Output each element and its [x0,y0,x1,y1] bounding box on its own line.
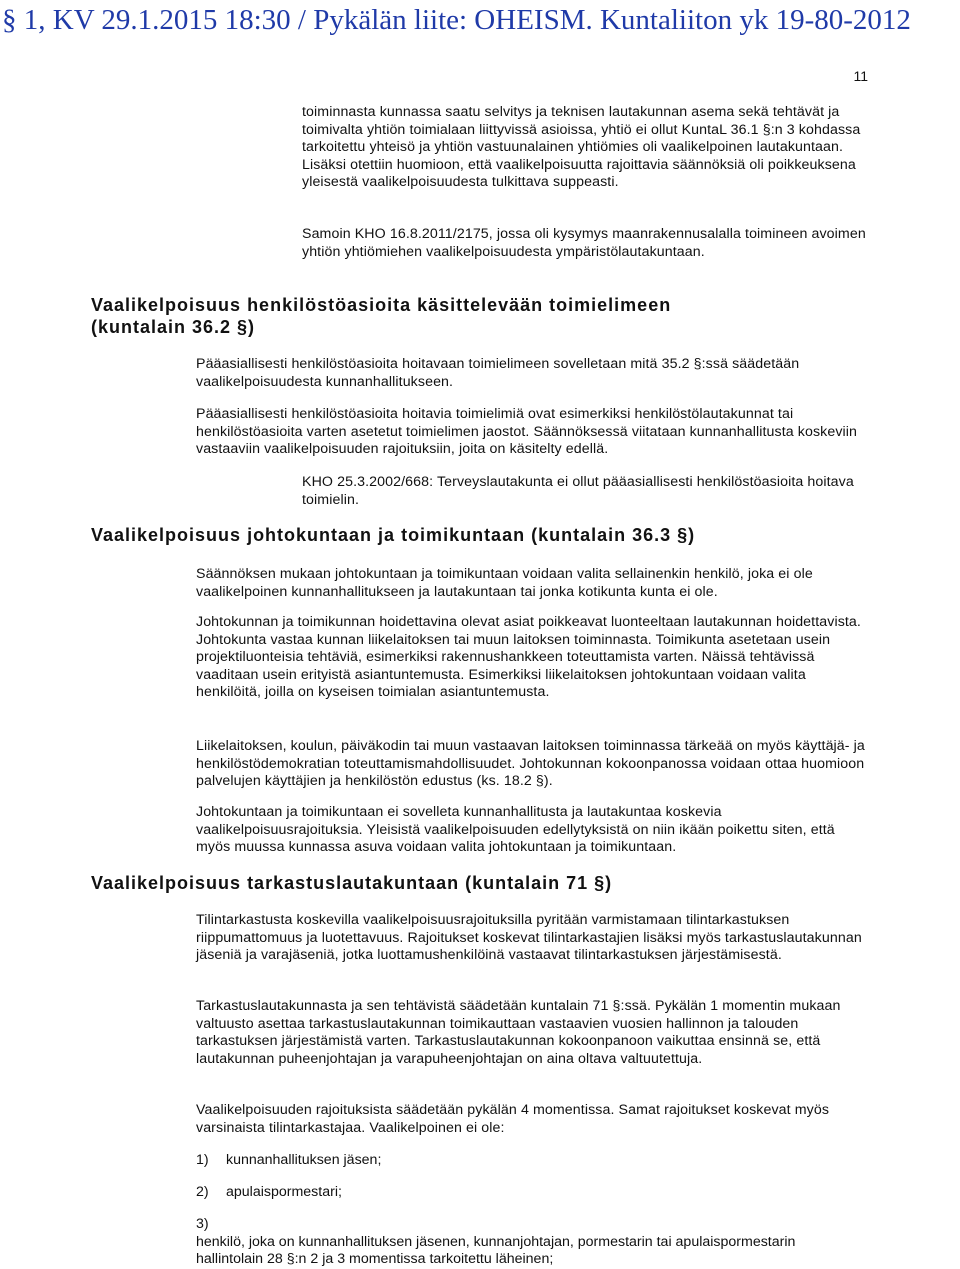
list-item-number: 3) [196,1216,209,1232]
paragraph: Samoin KHO 16.8.2011/2175, jossa oli kysymys maanrakennusalalla toimineen avoimen yhtiön yhtiömiehen vaalikelpoisuudesta ympäristölautakuntaan. [302,226,866,260]
paragraph: Tilintarkastusta koskevilla vaalikelpoisuusrajoituksilla pyritään varmistamaan tilintarkastuksen riippumattomuus ja luotettavuus. Rajoitukset koskevat tilintarkastajien lisäksi myös tarkastuslautakunnan jäseniä ja varajäseniä, jotka luottamushenkilöinä vastaavat tilintarkastuksen järjestämisestä. [196,912,862,964]
section-heading: Vaalikelpoisuus johtokuntaan ja toimikuntaan (kuntalain 36.3 §) [91,525,696,545]
paragraph: Liikelaitoksen, koulun, päiväkodin tai muun vastaavan laitoksen toiminnassa tärkeää on myös käyttäjä- ja henkilöstödemokratian toteuttamismahdollisuudet. Johtokunnan kokoonpanossa voidaan ottaa huomioon palvelujen käyttäjien ja henkilöstön edustus (ks. 18.2 §). [196,738,865,790]
paragraph: Säännöksen mukaan johtokuntaan ja toimikuntaan voidaan valita sellainenkin henkilö, joka ei ole vaalikelpoinen kunnanhallitukseen ja lautakuntaan tai jonka kotikunta kunta ei ole. [196,566,813,600]
paragraph: Johtokuntaan ja toimikuntaan ei sovelleta kunnanhallitusta ja lautakuntaa koskevia vaalikelpoisuusrajoituksia. Yleisistä vaalikelpoisuuden edellytyksistä on niin ikään poikettu siten, että myös muussa kunnassa asuva voidaan valita johtokuntaan ja toimikuntaan. [196,804,835,856]
list-item [196,1184,342,1202]
paragraph: toiminnasta kunnassa saatu selvitys ja teknisen lautakunnan asema sekä tehtävät ja toimivalta yhtiön toimialaan liittyvissä asioissa, yhtiö ei ollut KuntaL 36.1 §:n 3 kohdassa tarkoitettu yhteisö ja yhtiön vastuunalainen yhtiömies oli vaalikelpoinen lautakuntaan. Lisäksi otettiin huomioon, että vaalikelpoisuutta rajoittavia säännöksiä oli poikkeuksena yleisestä vaalikelpoisuudesta tulkittava suppeasti. [302,104,861,191]
list-item-text: kunnanhallituksen jäsen; [226,1152,382,1168]
paragraph: Vaalikelpoisuuden rajoituksista säädetään pykälän 4 momentissa. Samat rajoitukset koskevat myös varsinaista tilintarkastajaa. Vaalikelpoinen ei ole: [196,1102,830,1136]
list-item [196,1152,381,1170]
paragraph: Johtokunnan ja toimikunnan hoidettavina olevat asiat poikkeavat luonteeltaan lautakunnan hoidettavista. Johtokunta vastaa kunnan liikelaitoksen tai muun laitoksen toiminnasta. Toimikunta asetetaan usein projektiluonteisia tehtäviä, esimerkiksi rakennushankkeen toteuttamista varten. Näissä tehtävissä vaaditaan usein erityistä asiantuntemusta. Esimerkiksi liikelaitoksen johtokuntaan voidaan valita henkilöitä, joilla on kyseisen toimialan asiantuntemusta. [196,614,861,701]
paragraph: Tarkastuslautakunnasta ja sen tehtävistä säädetään kuntalain 71 §:ssä. Pykälän 1 momentin mukaan valtuusto asettaa tarkastuslautakunnan toimikauttaan vastaavien vuosien hallinnon ja talouden tarkastuksen järjestämistä varten. Tarkastuslautakunnan kokoonpanoon vaikuttaa ensinnä se, että lautakunnan puheenjohtajan ja varapuheenjohtajan on aina oltava valtuutettuja. [196,998,841,1067]
list-item-text: henkilö, joka on kunnanhallituksen jäsenen, kunnanjohtajan, pormestarin tai apulaispormestarin hallintolain 28 §:n 2 ja 3 momentissa tarkoitettu läheinen; [196,1233,796,1268]
section-heading: Vaalikelpoisuus henkilöstöasioita käsittelevään toimielimeen (kuntalain 36.2 §) [91,295,672,337]
list-item-text: apulaispormestari; [226,1184,342,1200]
paragraph: KHO 25.3.2002/668: Terveyslautakunta ei ollut pääasiallisesti henkilöstöasioita hoitava toimielin. [302,474,854,508]
paragraph: Pääasiallisesti henkilöstöasioita hoitavia toimielimiä ovat esimerkiksi henkilöstölautakunnat tai henkilöstöasioita varten asetetut toimielimen jaostot. Säännöksessä viitataan kunnanhallitusta koskeviin vastaaviin vaalikelpoisuuden rajoituksiin, joita on käsitelty edellä. [196,406,858,458]
list-item-number: 2) [196,1184,209,1200]
list-item-number: 1) [196,1152,209,1168]
list-item [196,1216,838,1269]
paragraph: Pääasiallisesti henkilöstöasioita hoitavaan toimielimeen sovelletaan mitä 35.2 §:ssä säädetään vaalikelpoisuudesta kunnanhallitukseen. [196,356,800,390]
section-heading: Vaalikelpoisuus tarkastuslautakuntaan (kuntalain 71 §) [91,873,613,893]
document-header: § 1, KV 29.1.2015 18:30 / Pykälän liite: OHEISM. Kuntaliiton yk 19-80-2012 [2,4,911,36]
page-number: 11 [853,68,868,84]
